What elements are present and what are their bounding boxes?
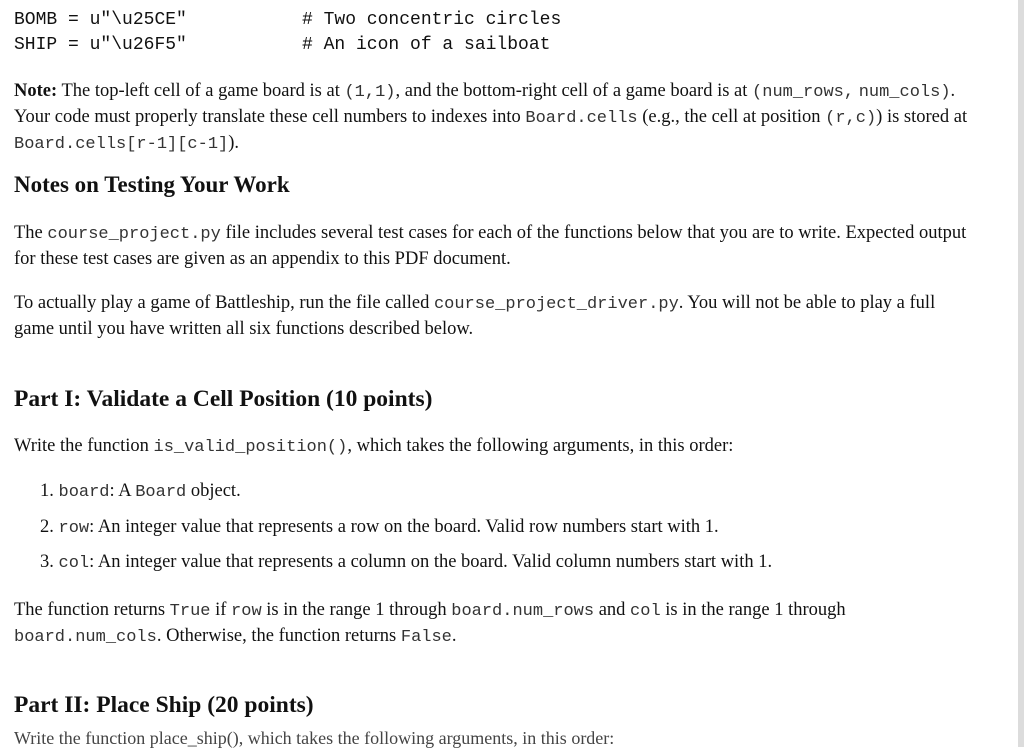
arg-code: col <box>58 554 90 573</box>
paragraph-text: The <box>14 223 48 243</box>
paragraph-text: file includes several test cases for each of the functions below that you are to write. Expected output for these test cases are given as an appendix to this PDF document. <box>14 223 967 269</box>
arg-text: : A <box>109 481 136 501</box>
part1-heading: Part I: Validate a Cell Position (10 points) <box>14 386 433 412</box>
note-text: . Your code must properly translate these cell numbers to indexes into <box>14 81 956 127</box>
arg-list-item <box>40 517 719 538</box>
paragraph-text: is in the range 1 through <box>261 600 452 620</box>
paragraph-text: is in the range 1 through <box>660 600 846 620</box>
code-line-bomb <box>14 10 562 30</box>
code-identifier: BOMB <box>14 10 58 30</box>
page-edge <box>1018 0 1024 747</box>
value-code: board.num_rows <box>451 602 595 621</box>
code-value: = u"\u25CE" <box>68 10 187 30</box>
arg-list-item <box>40 552 772 573</box>
note-code: Board.cells <box>525 109 638 128</box>
filename-code: course_project_driver.py <box>433 295 679 314</box>
list-number: 2. <box>40 517 54 537</box>
note-paragraph <box>14 79 974 157</box>
paragraph-text: To actually play a game of Battleship, run the file called <box>14 293 434 313</box>
part2-heading: Part II: Place Ship (20 points) <box>14 692 314 718</box>
note-code: num_cols) <box>858 83 951 102</box>
list-number: 3. <box>40 552 54 572</box>
arg-list-item <box>40 481 241 502</box>
paragraph-text: . Otherwise, the function returns <box>156 626 401 646</box>
paragraph-text: . <box>451 626 457 646</box>
code-comment: # An icon of a sailboat <box>302 35 551 55</box>
note-code: (r,c) <box>825 109 877 128</box>
value-code: row <box>231 602 262 621</box>
note-code: Board.cells[r-1][c-1] <box>14 135 229 154</box>
paragraph-text: , which takes the following arguments, in this order: <box>347 436 734 456</box>
arg-text: object. <box>186 481 241 501</box>
note-text: , and the bottom-right cell of a game board is at <box>395 81 753 101</box>
value-code: True <box>169 602 211 621</box>
paragraph-text: and <box>594 600 631 620</box>
note-text: The top-left cell of a game board is at <box>57 81 345 101</box>
paragraph-text: Write the function <box>14 436 154 456</box>
filename-code: course_project.py <box>47 225 221 244</box>
testing-paragraph-2 <box>14 291 974 342</box>
value-code: col <box>630 602 661 621</box>
part1-intro <box>14 434 974 460</box>
list-number: 1. <box>40 481 54 501</box>
function-code: is_valid_position() <box>153 438 348 457</box>
cut-off-text: Write the function place_ship(), which takes the following arguments, in this order: <box>14 728 615 748</box>
part1-returns <box>14 598 974 650</box>
value-code: board.num_cols <box>14 628 157 647</box>
paragraph-text: The function returns <box>14 600 170 620</box>
arg-code: Board <box>135 483 187 502</box>
arg-code: row <box>58 519 90 538</box>
arg-text: : An integer value that represents a column on the board. Valid column numbers start with 1. <box>89 552 773 572</box>
code-value: = u"\u26F5" <box>68 35 187 55</box>
code-line-ship <box>14 35 551 55</box>
code-identifier: SHIP <box>14 35 58 55</box>
testing-heading: Notes on Testing Your Work <box>14 172 290 197</box>
arg-code: board <box>58 483 110 502</box>
arg-text: : An integer value that represents a row on the board. Valid row numbers start with 1. <box>89 517 719 537</box>
code-comment: # Two concentric circles <box>302 10 562 30</box>
value-code: False <box>400 628 452 647</box>
testing-paragraph-1 <box>14 221 974 272</box>
note-code: (1,1) <box>344 83 396 102</box>
cut-off-line <box>14 728 834 748</box>
note-text: ). <box>228 133 240 153</box>
paragraph-text: if <box>210 600 232 620</box>
note-text: ) is stored at <box>876 107 968 127</box>
paragraph-text: . You will not be able to play a full game until you have written all six functions described below. <box>14 293 936 339</box>
note-label: Note: <box>14 81 58 101</box>
note-text: (e.g., the cell at position <box>637 107 826 127</box>
note-code: (num_rows, <box>752 83 855 102</box>
